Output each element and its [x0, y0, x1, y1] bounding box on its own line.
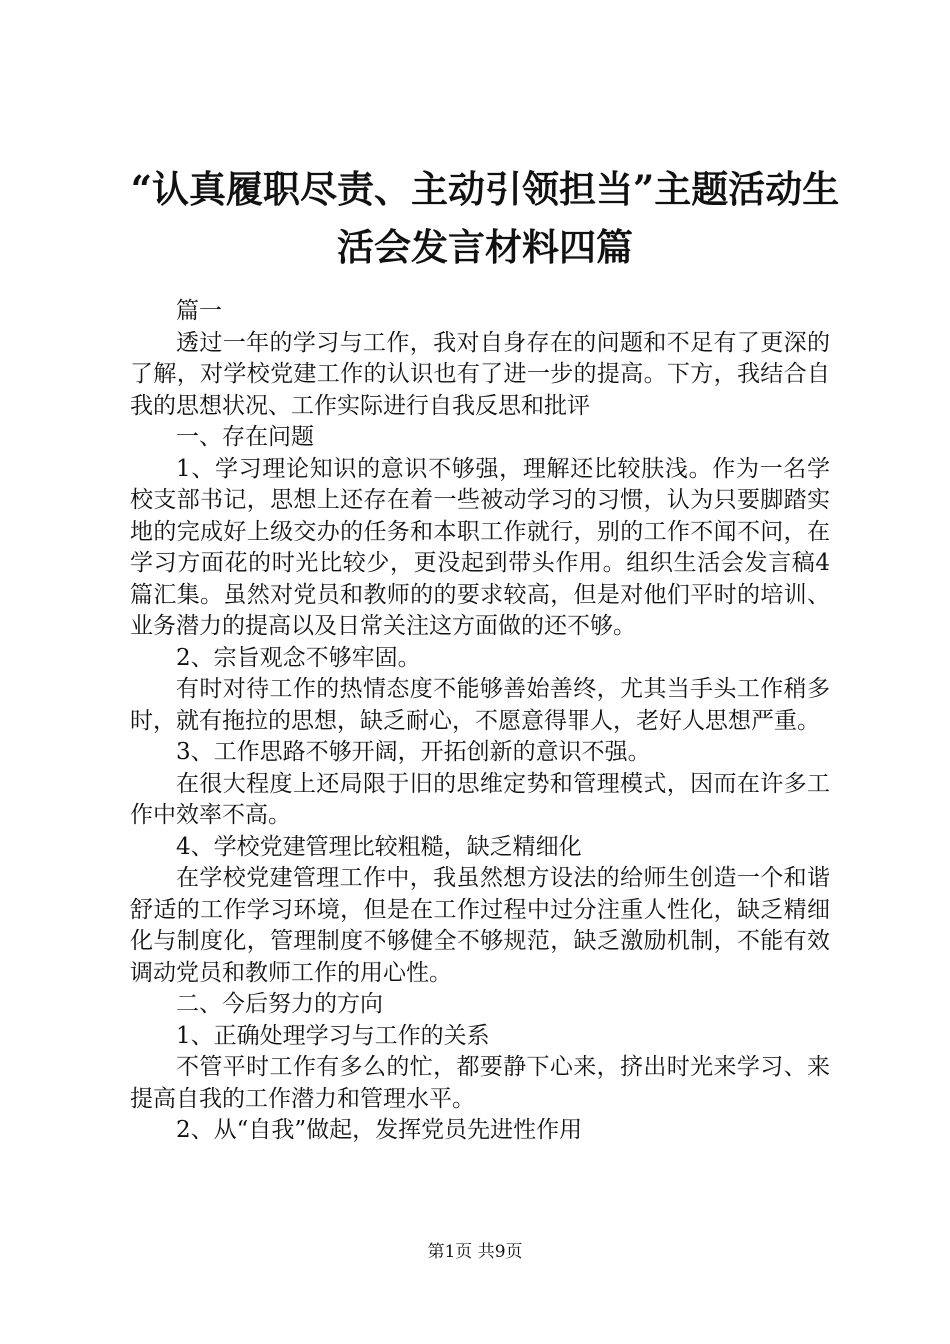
paragraph: 透过一年的学习与工作，我对自身存在的问题和不足有了更深的了解，对学校党建工作的认识也有了进一步的提高。下方，我结合自我的思想状况、工作实际进行自我反思和批评: [130, 329, 830, 419]
section-heading: 一、存在问题: [176, 424, 314, 450]
paragraph: 有时对待工作的热情态度不能够善始善终，尤其当手头工作稍多时，就有拖拉的思想，缺乏耐心，不愿意得罪人，老好人思想严重。: [130, 676, 830, 734]
section-heading: 篇一: [176, 298, 222, 324]
page-footer: 第1页 共9页: [427, 1242, 523, 1262]
paragraph: 在很大程度上还局限于旧的思维定势和管理模式，因而在许多工作中效率不高。: [130, 770, 830, 828]
subheading: 2、从“自我”做起，发挥党员先进性作用: [176, 1117, 583, 1143]
subheading: 4、学校党建管理比较粗糙，缺乏精细化: [176, 833, 582, 860]
subheading: 2、宗旨观念不够牢固。: [176, 644, 421, 671]
subheading: 3、工作思路不够开阔，开拓创新的意识不强。: [176, 739, 651, 765]
paragraph: 在学校党建管理工作中，我虽然想方设法的给师生创造一个和谐舒适的工作学习环境，但是在工作过程中过分注重人性化，缺乏精细化与制度化，管理制度不够健全不够规范，缺乏激励机制，不能有效调动党员和教师工作的用心性。: [130, 865, 830, 986]
document-title: [100, 160, 870, 276]
section-heading: 二、今后努力的方向: [176, 991, 383, 1017]
paragraph: 1、学习理论知识的意识不够强，理解还比较肤浅。作为一名学校支部书记，思想上还存在着一些被动学习的习惯，认为只要脚踏实地的完成好上级交办的任务和本职工作就行，别的工作不闻不问，在学习方面花的时光比较少，更没起到带头作用。组织生活会发言稿4篇汇集。虽然对党员和教师的的要求较高，但是对他们平时的培训、业务潜力的提高以及日常关注这方面做的还不够。: [130, 455, 830, 639]
document-body: [130, 296, 830, 1147]
paragraph: 不管平时工作有多么的忙，都要静下心来，挤出时光来学习、来提高自我的工作潜力和管理水平。: [130, 1054, 830, 1112]
title-line-2: 活会发言材料四篇: [337, 225, 633, 269]
subheading: 1、正确处理学习与工作的关系: [176, 1022, 490, 1049]
title-line-1: “认真履职尽责、主动引领担当”主题活动生: [130, 167, 840, 211]
